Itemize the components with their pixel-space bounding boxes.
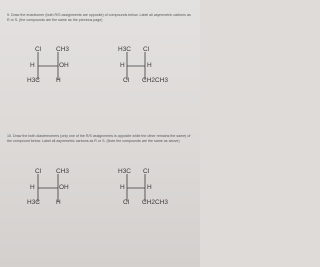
q9a-top-right: CH3 <box>56 46 70 53</box>
q9a-bot-left: H3C <box>27 77 41 84</box>
q10b-bot-right: CH2CH3 <box>142 199 169 206</box>
q10a-bot-right: H <box>56 199 61 206</box>
q10b-bot-left: Cl <box>123 199 130 206</box>
q10a-mid-left: H <box>30 184 35 191</box>
q10b-mid-right: H <box>147 184 152 191</box>
q10a-top-left: Cl <box>35 168 42 175</box>
q10a-mid-right: OH <box>59 184 69 191</box>
q9b-top-left: H3C <box>118 46 132 53</box>
question-10-text: 10. Draw the both diastereomers (only one of the R/S assignments is opposite while the other remains the same) of the compound below. Label all asymmetric carbons as R or S. (Note the compounds are the same as above) <box>7 134 191 143</box>
q10a-top-right: CH3 <box>56 168 70 175</box>
q10a-bot-left: H3C <box>27 199 41 206</box>
q9a-top-left: Cl <box>35 46 42 53</box>
q10b-top-left: H3C <box>118 168 132 175</box>
q9-structure-a <box>25 46 71 88</box>
q9b-mid-right: H <box>147 62 152 69</box>
q9b-bot-right: CH2CH3 <box>142 77 169 84</box>
q10-structure-a <box>25 168 71 210</box>
q9a-mid-right: OH <box>59 62 69 69</box>
q9b-top-right: Cl <box>143 46 150 53</box>
q9a-mid-left: H <box>30 62 35 69</box>
q10b-top-right: Cl <box>143 168 150 175</box>
q9-structure-b <box>115 46 169 88</box>
q9a-bot-right: H <box>56 77 61 84</box>
q9b-bot-left: Cl <box>123 77 130 84</box>
question-9-text: 9. Draw the enantiomer (both R/S assignments are opposite) of compounds below. Label all asymmetric carbons as R or S. (the compounds are the same as the previous page) <box>7 13 191 22</box>
q9b-mid-left: H <box>120 62 125 69</box>
q10-structure-b <box>115 168 169 210</box>
q10b-mid-left: H <box>120 184 125 191</box>
